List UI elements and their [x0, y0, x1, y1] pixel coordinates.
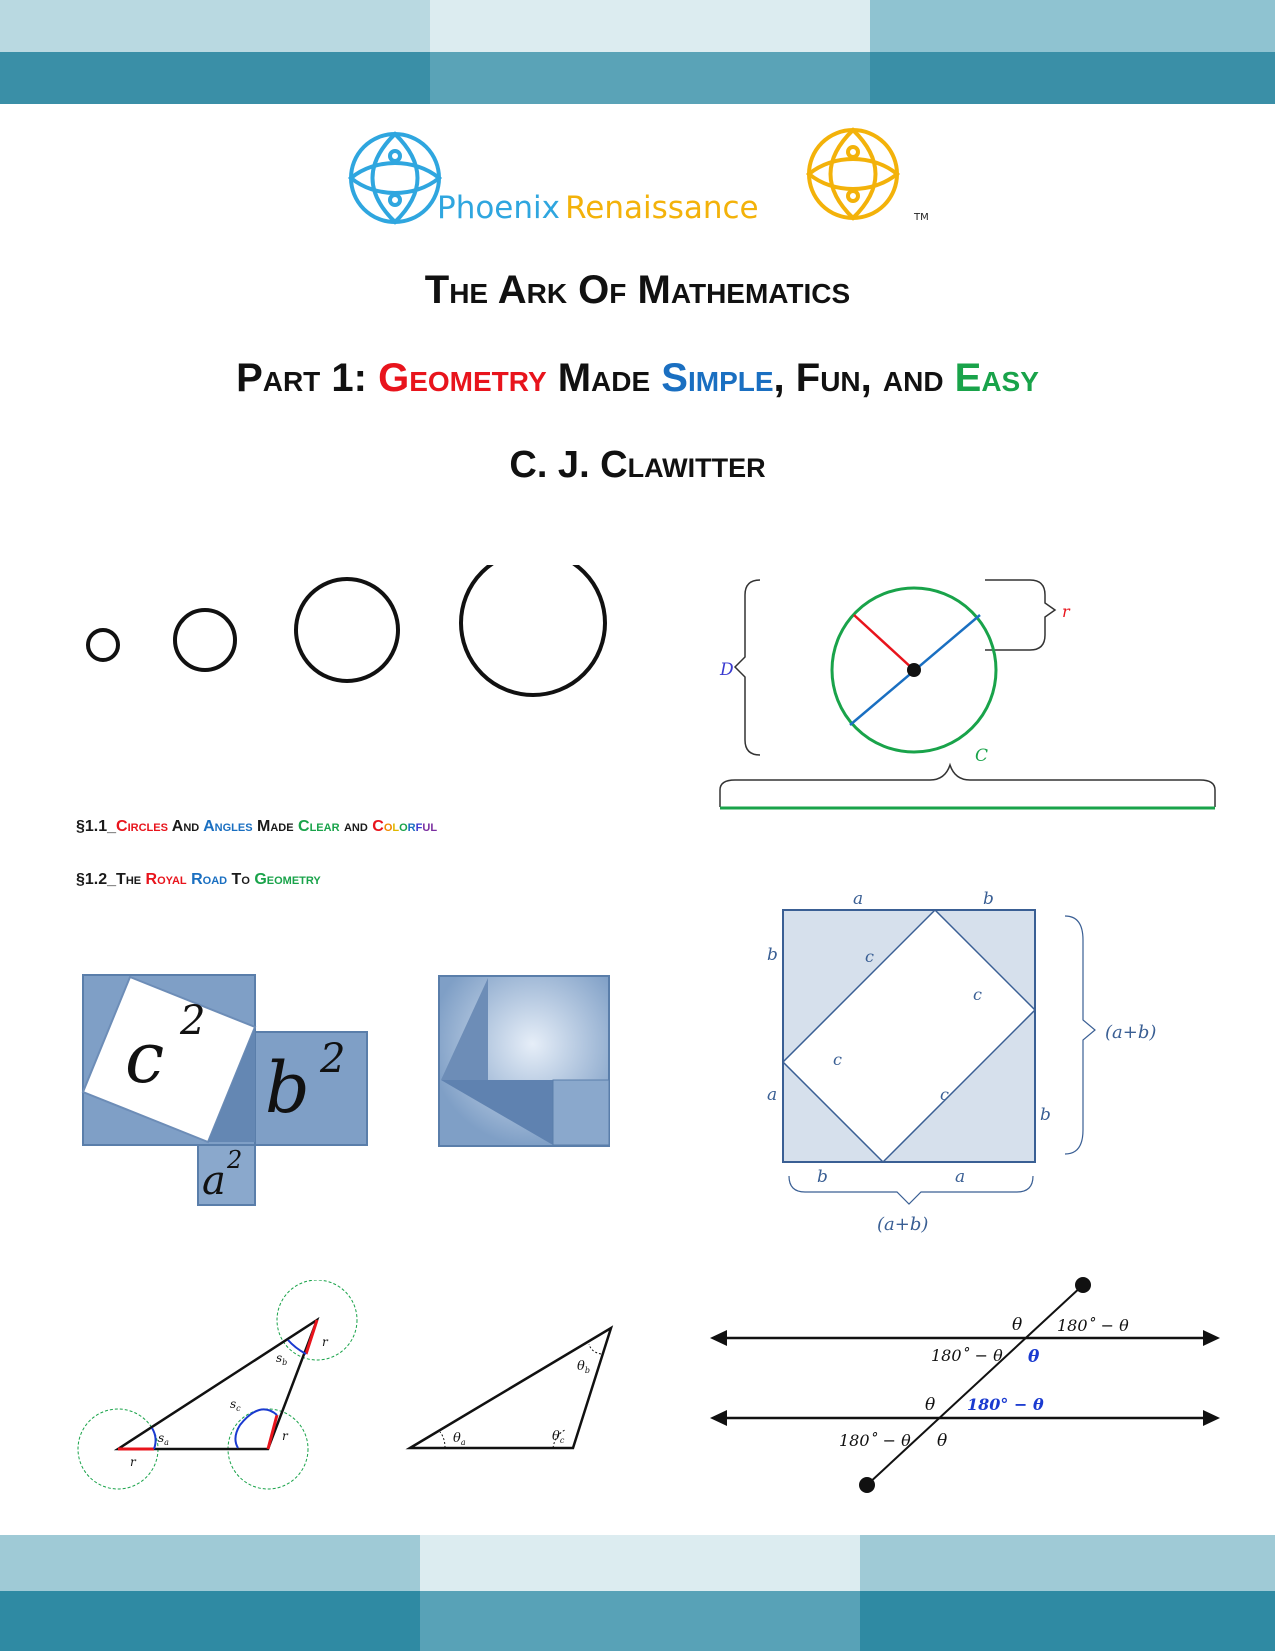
trademark-mark: TM: [914, 212, 929, 223]
book-title: The Ark Of Mathematics: [424, 268, 851, 312]
bottom-b-label: b: [817, 1167, 828, 1187]
pythagoras-squares-figure: [80, 972, 380, 1212]
theta-lr-top: θ: [1028, 1347, 1040, 1367]
circle-parts-diagram: [700, 575, 1230, 815]
gold-phoenix-emblem-icon: [803, 124, 903, 224]
parallel-lines-figure: [705, 1270, 1225, 1500]
r-label-3: r: [322, 1335, 328, 1349]
left-a-label: a: [767, 1085, 778, 1105]
square-proof-diagram: [755, 880, 1185, 1240]
bottom-a-label: a: [955, 1167, 966, 1187]
toc-entry-2[interactable]: §1.2_The Royal Road To Geometry: [76, 871, 321, 888]
logo-word-renaissance: Renaissance: [565, 190, 759, 226]
theta-b-label: $\theta_b$: [577, 1359, 590, 1375]
supp-ur-top: 180˚ − θ: [1057, 1316, 1129, 1335]
r-label-1: r: [130, 1455, 136, 1469]
book-subtitle: Part 1: Geometry Made Simple, Fun, and Easy: [236, 356, 1039, 400]
logo-wordmark: [437, 190, 759, 226]
c-label-4: c: [940, 1085, 949, 1104]
supp-ur-bottom: 180° − θ: [967, 1395, 1044, 1414]
theta-a-label: $\theta_a$: [453, 1431, 466, 1447]
top-b-label: b: [983, 889, 994, 909]
r-label-2: r: [282, 1429, 288, 1443]
logo-word-phoenix: Phoenix: [437, 190, 560, 226]
sa-label: $s_a$: [158, 1431, 169, 1447]
c-label-2: c: [973, 985, 982, 1004]
right-sum-label: (a+b): [1105, 1022, 1157, 1043]
right-b-label: b: [1040, 1105, 1051, 1125]
bottom-sum-label: (a+b): [877, 1214, 929, 1235]
c-label-1: c: [865, 947, 874, 966]
triangle-with-circles-figure: [70, 1280, 370, 1500]
logo: [345, 128, 929, 238]
left-b-label: b: [767, 945, 778, 965]
a-squared-base: a: [202, 1158, 226, 1204]
b-squared-exp: 2: [320, 1036, 346, 1082]
theta-ul-bottom: θ: [925, 1395, 936, 1415]
supp-ll-bottom: 180˚ − θ: [839, 1431, 911, 1450]
author-name: C. J. Clawitter: [509, 444, 766, 486]
c-squared-exp: 2: [180, 998, 206, 1044]
shaded-square-figure: [438, 975, 610, 1147]
c-label-3: c: [833, 1050, 842, 1069]
top-band: [0, 0, 1275, 104]
theta-ul-top: θ: [1012, 1315, 1023, 1335]
triangle-angles-figure: [405, 1320, 625, 1460]
sb-label: $s_b$: [276, 1351, 288, 1367]
theta-c-label: $\theta_c$: [552, 1429, 565, 1445]
top-a-label: a: [853, 889, 864, 909]
bottom-band: [0, 1535, 1275, 1651]
theta-lr-bottom: θ: [937, 1431, 948, 1451]
a-squared-exp: 2: [227, 1146, 243, 1174]
circumference-label: C: [975, 746, 989, 766]
supp-ll-top: 180˚ − θ: [931, 1346, 1003, 1365]
growing-circles-figure: [70, 565, 630, 735]
toc-entry-1[interactable]: §1.1_Circles And Angles Made Clear and Colorful: [76, 818, 438, 835]
c-squared-base: c: [125, 1017, 165, 1099]
b-squared-base: b: [265, 1047, 310, 1129]
blue-phoenix-emblem-icon: [345, 128, 445, 228]
sc-label: $s_c$: [230, 1397, 241, 1413]
diameter-label: D: [720, 660, 734, 680]
radius-label: r: [1062, 602, 1070, 621]
